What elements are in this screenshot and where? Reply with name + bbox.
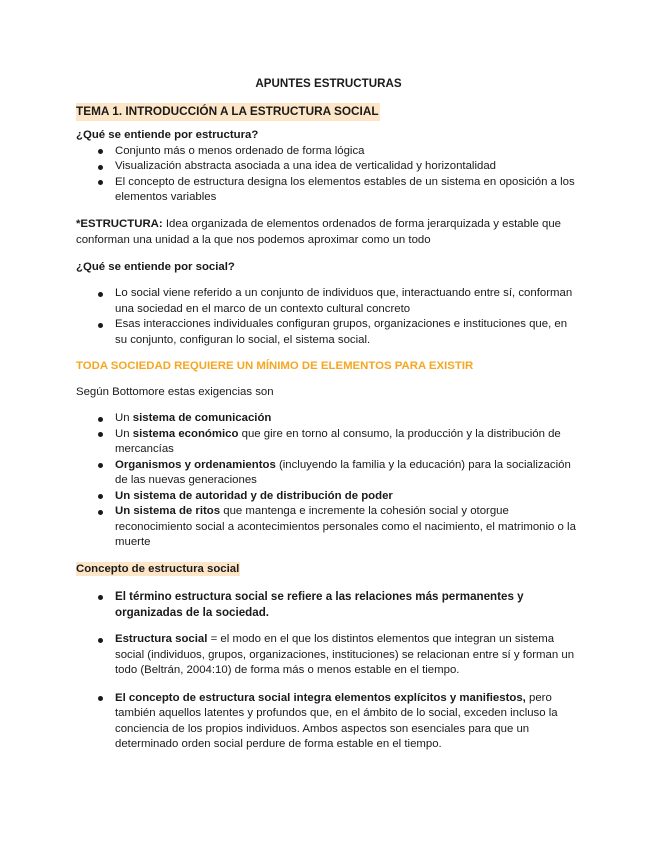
sociedad-heading: TODA SOCIEDAD REQUIERE UN MÍNIMO DE ELEMENTOS PARA EXISTIR [76,360,474,372]
list-item: Un sistema de autoridad y de distribución de poder [76,489,581,505]
social-list-wrap [76,286,581,348]
document-title: APUNTES ESTRUCTURAS [255,77,402,90]
list-item: Esas interacciones individuales configuran grupos, organizaciones e instituciones que, en su conjunto, configuran lo social, el sistema social. [76,317,581,348]
list-item: Conjunto más o menos ordenado de forma lógica [76,144,581,160]
bottomore-intro: Según Bottomore estas exigencias son [76,386,274,398]
definition-text: Idea organizada de elementos ordenados de forma jerarquizada y estable que conforman una unidad a la que nos podemos aproximar como un todo [76,218,562,246]
concepto-list-wrap [76,589,581,765]
social-section [76,260,581,276]
bottomore-list-wrap [76,411,581,551]
list-item: Un sistema de ritos que mantenga e incremente la cohesión social y otorgue reconocimiento social a acontecimientos personales como el nacimiento, el matrimonio o la muerte [76,504,581,551]
list-item: El concepto de estructura designa los elementos estables de un sistema en oposición a los elementos variables [76,175,581,206]
estructura-definition [76,217,581,248]
social-list [76,286,581,348]
list-item: Organismos y ordenamientos (incluyendo la familia y la educación) para la socialización de las nuevas generaciones [76,458,581,489]
list-item: El término estructura social se refiere a las relaciones más permanentes y organizadas de la sociedad. [76,589,581,620]
concepto-list [76,589,581,753]
concepto-heading-wrap [76,562,581,578]
question-estructura: ¿Qué se entiende por estructura? [76,129,259,141]
question-social: ¿Qué se entiende por social? [76,261,235,273]
list-item: Lo social viene referido a un conjunto de individuos que, interactuando entre sí, conforman una sociedad en el marco de un contexto cultural concreto [76,286,581,317]
list-item: Un sistema de comunicación [76,411,581,427]
estructura-section [76,128,581,206]
concepto-heading: Concepto de estructura social [76,563,240,575]
list-item: El concepto de estructura social integra elementos explícitos y manifiestos, pero también aquellos latentes y profundos que, en el ámbito de lo social, exceden incluso la conciencia de los propios individuos. Ambos aspectos son esenciales para que un determinado orden social perdure de forma estable en el tiempo. [76,691,581,753]
list-item: Un sistema económico que gire en torno al consumo, la producción y la distribución de mercancías [76,427,581,458]
list-item: Estructura social = el modo en el que los distintos elementos que integran un sistema social (individuos, grupos, organizaciones, instituciones) se relacionan entre sí y forman un todo (Beltrán, 2004:10) de forma más o menos estable en el tiempo. [76,632,581,679]
definition-label: *ESTRUCTURA: [76,218,163,230]
bottomore-list [76,411,581,551]
list-item: Visualización abstracta asociada a una idea de verticalidad y horizontalidad [76,159,581,175]
estructura-list [76,144,581,206]
tema1-heading: TEMA 1. INTRODUCCIÓN A LA ESTRUCTURA SOCIAL [76,103,380,121]
